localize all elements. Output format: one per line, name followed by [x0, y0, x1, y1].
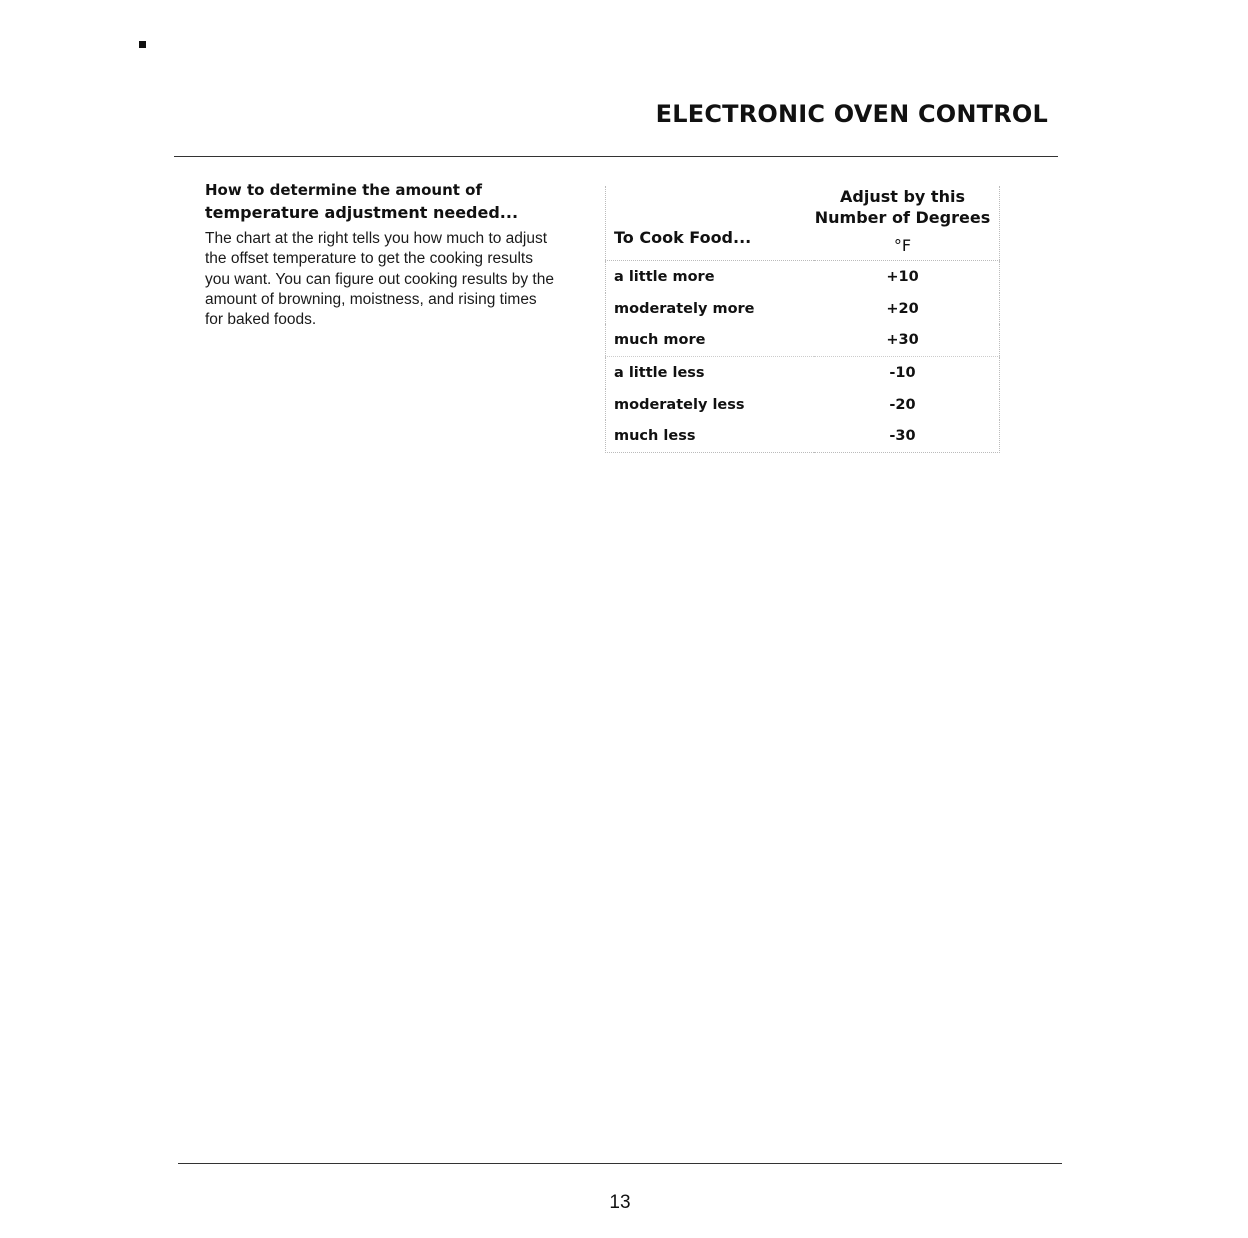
row-food: a little less: [606, 357, 815, 389]
table-row: [606, 357, 1000, 389]
row-food: much more: [614, 332, 706, 349]
row-degrees: +20: [886, 300, 919, 317]
row-degrees: -20: [889, 396, 916, 413]
corner-mark: [139, 41, 146, 48]
footer-divider: [178, 1163, 1062, 1164]
intro-body: The chart at the right tells you how much to adjust the offset temperature to get the cooking results you want. You can figure out cooking results by the amount of browning, moistness, and rising times for baked foods.: [205, 230, 554, 329]
intro-heading-line1: How to determine the amount of: [205, 181, 483, 199]
table-row: [606, 261, 1000, 293]
degrees-header-line1: Adjust by this: [840, 187, 965, 206]
row-food: much less: [614, 428, 696, 445]
row-degrees: +10: [886, 268, 919, 285]
row-food: moderately less: [614, 396, 745, 413]
table-header-row: [606, 186, 1000, 261]
row-degrees: +30: [886, 332, 919, 349]
table-row: [606, 324, 1000, 356]
page-title: ELECTRONIC OVEN CONTROL: [655, 100, 1048, 129]
temperature-adjustment-table: [605, 186, 1000, 453]
row-degrees: -30: [889, 428, 916, 445]
table-row: [606, 293, 1000, 325]
table-row: [606, 420, 1000, 452]
intro-heading-line2: temperature adjustment needed...: [205, 203, 519, 222]
column-header-food: To Cook Food...: [606, 186, 815, 261]
page-number: 13: [609, 1192, 631, 1213]
header-divider: [174, 156, 1058, 157]
row-food: a little more: [614, 268, 715, 285]
degrees-unit: °F: [893, 236, 912, 255]
intro-section: [205, 180, 555, 330]
column-header-degrees: [814, 186, 1000, 261]
degrees-header-line2: Number of Degrees: [814, 208, 991, 227]
row-food: moderately more: [614, 300, 755, 317]
row-degrees: -10: [814, 357, 1000, 389]
table-row: [606, 389, 1000, 421]
